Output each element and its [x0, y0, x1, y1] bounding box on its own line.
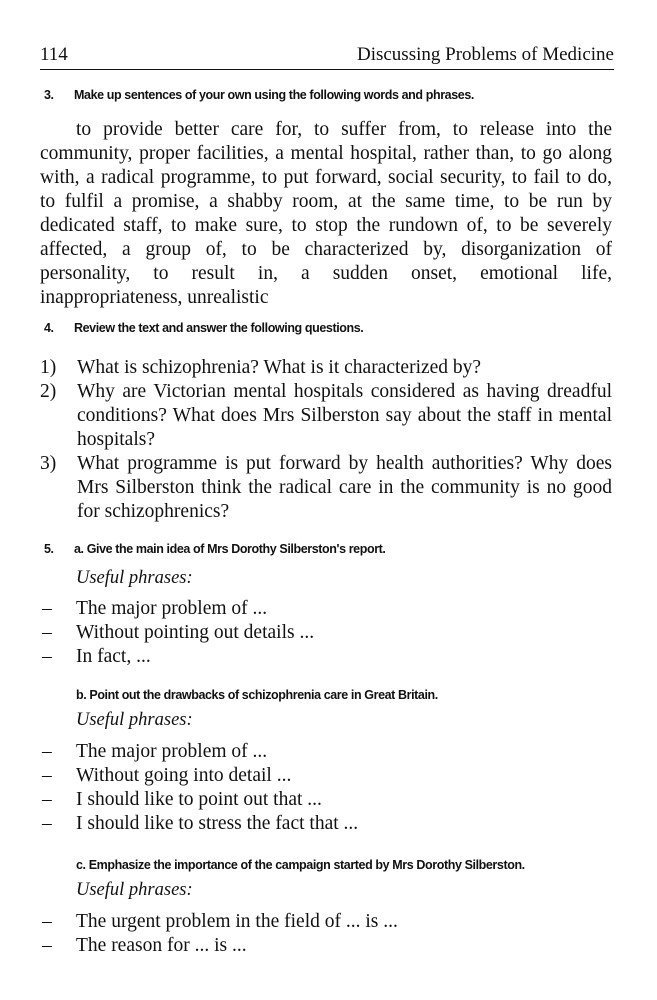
phrase-text: The urgent problem in the field of ... is ... — [76, 911, 398, 932]
question-text: What is schizophrenia? What is it characterized by? — [77, 357, 482, 378]
phrase-item — [40, 910, 612, 934]
dash-bullet: – — [42, 813, 52, 834]
task-4-number: 4. — [44, 321, 54, 335]
phrase-item — [40, 645, 612, 669]
question-item — [40, 452, 612, 524]
task-5a-title-text: a. Give the main idea of Mrs Dorothy Silberston's report. — [74, 542, 386, 556]
question-number: 3) — [40, 453, 57, 474]
running-title: Discussing Problems of Medicine — [356, 44, 614, 65]
question-number: 2) — [40, 381, 57, 402]
task-4-title-text: Review the text and answer the following questions. — [74, 321, 364, 335]
phrase-text: Without pointing out details ... — [76, 622, 315, 643]
dash-bullet: – — [42, 622, 52, 643]
task-5a-title — [44, 542, 386, 556]
phrase-list-b — [40, 740, 612, 836]
phrase-text: The major problem of ... — [76, 598, 268, 619]
dash-bullet: – — [42, 765, 52, 786]
dash-bullet: – — [42, 741, 52, 762]
phrase-text: The reason for ... is ... — [76, 935, 247, 956]
phrase-item — [40, 597, 612, 621]
phrase-text: In fact, ... — [76, 646, 151, 667]
page-number: 114 — [40, 44, 68, 65]
dash-bullet: – — [42, 935, 52, 956]
task-3-title-text: Make up sentences of your own using the following words and phrases. — [74, 88, 474, 102]
task-5b-title: b. Point out the drawbacks of schizophrenia care in Great Britain. — [76, 688, 438, 702]
task-3-number: 3. — [44, 88, 54, 102]
phrase-text: Without going into detail ... — [76, 765, 292, 786]
question-item — [40, 356, 612, 380]
question-number: 1) — [40, 357, 57, 378]
task-5-number: 5. — [44, 542, 54, 556]
question-list — [40, 356, 612, 524]
phrase-list-a — [40, 597, 612, 669]
task-4-title — [44, 321, 363, 335]
phrase-item — [40, 934, 612, 958]
phrase-item — [40, 812, 612, 836]
task-5c-title: c. Emphasize the importance of the campaign started by Mrs Dorothy Silberston. — [76, 858, 525, 872]
phrase-list-c — [40, 910, 612, 958]
phrase-item — [40, 740, 612, 764]
phrase-item — [40, 764, 612, 788]
phrase-text: I should like to stress the fact that ... — [76, 813, 359, 834]
header-rule — [40, 69, 614, 70]
phrase-item — [40, 788, 612, 812]
task-3-title — [44, 88, 474, 102]
phrase-text: I should like to point out that ... — [76, 789, 322, 810]
question-text: What programme is put forward by health authorities? Why does Mrs Silberston think the radical care in the community is no good for schizophrenics? — [77, 453, 612, 522]
dash-bullet: – — [42, 911, 52, 932]
phrase-item — [40, 621, 612, 645]
question-text: Why are Victorian mental hospitals considered as having dreadful conditions? What does Mrs Silberston say about the staff in mental hospitals? — [77, 381, 612, 450]
dash-bullet: – — [42, 789, 52, 810]
page-header — [40, 40, 614, 68]
dash-bullet: – — [42, 598, 52, 619]
useful-phrases-label-a: Useful phrases: — [76, 568, 193, 588]
phrase-text: The major problem of ... — [76, 741, 268, 762]
dash-bullet: – — [42, 646, 52, 667]
task-3-word-list: to provide better care for, to suffer from, to release into the community, proper facilities, a mental hospital, rather than, to go along with, a radical programme, to put forward, social security, to fail to do, to fulfil a promise, a shabby room, at the same time, to be run by dedicated staff, to make sure, to stop the rundown of, to be severely affected, a group of, to be characterized by, disorganization of personality, to result in, a sudden onset, emotional life, inappropriateness, unrealistic — [40, 119, 612, 308]
useful-phrases-label-c: Useful phrases: — [76, 880, 193, 900]
question-item — [40, 380, 612, 452]
useful-phrases-label-b: Useful phrases: — [76, 710, 193, 730]
